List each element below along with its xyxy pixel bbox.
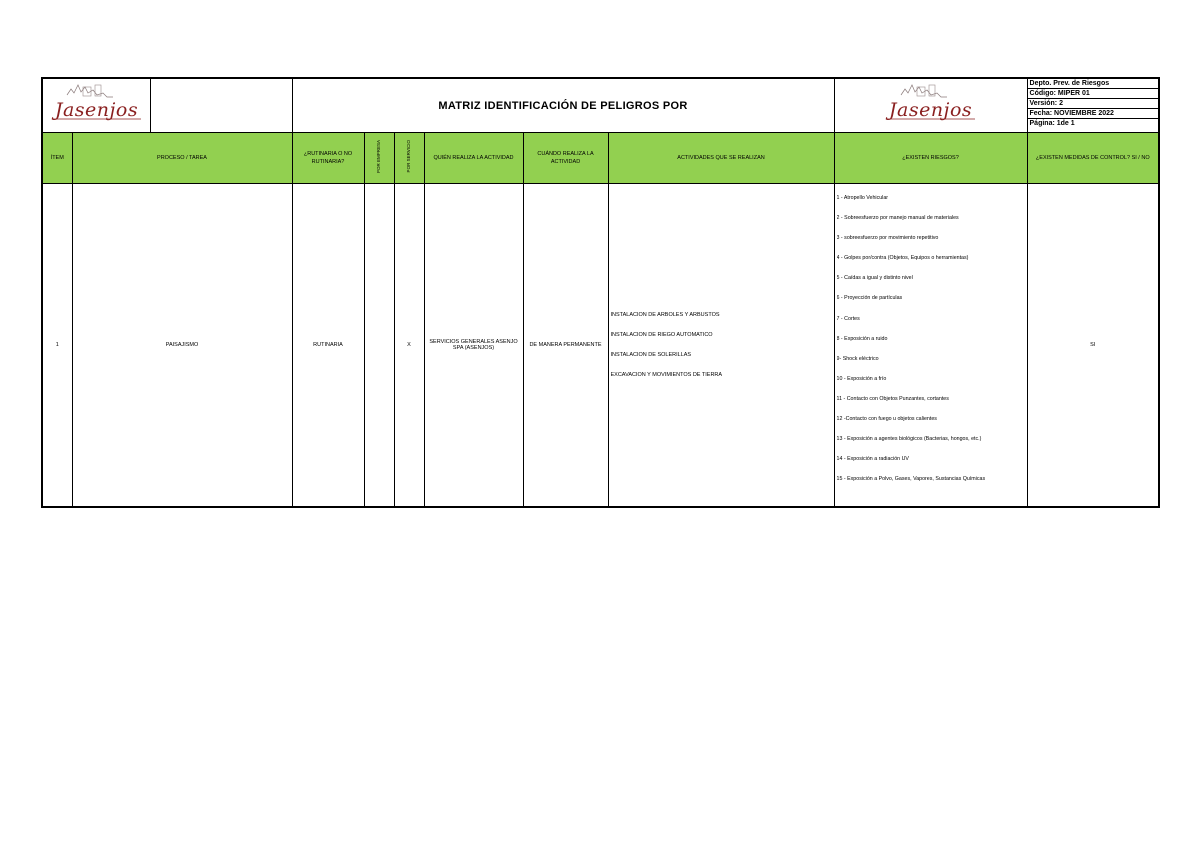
- meta-code: Código: MIPER 01: [1028, 89, 1159, 99]
- col-header-item: ÍTEM: [42, 133, 72, 184]
- col-header-quien: QUIÉN REALIZA LA ACTIVIDAD: [424, 133, 523, 184]
- col-header-cuando: CUÁNDO REALIZA LA ACTIVIDAD: [523, 133, 608, 184]
- meta-date: Fecha: NOVIEMBRE 2022: [1028, 109, 1159, 119]
- header-left-block: [42, 78, 292, 133]
- cell-riesgos: [834, 184, 1027, 508]
- col-header-actividades: ACTIVIDADES QUE SE REALIZAN: [608, 133, 834, 184]
- matrix-table: [41, 77, 1160, 508]
- meta-department: Depto. Prev. de Riesgos: [1028, 79, 1159, 89]
- logo-cell-right: [834, 78, 1027, 133]
- riesgo-item: 14 - Exposición a radiación UV: [836, 456, 909, 463]
- cell-rutinaria: RUTINARIA: [292, 184, 364, 508]
- col-header-proceso: PROCESO / TAREA: [72, 133, 292, 184]
- cell-medidas: SI: [1027, 184, 1159, 508]
- column-header-row: [42, 133, 1159, 184]
- logo-text: Jasenjos: [54, 99, 139, 121]
- por-empresa-label: POR EMPRESA: [376, 139, 381, 173]
- cell-cuando: DE MANERA PERMANENTE: [523, 184, 608, 508]
- cell-proceso: PAISAJISMO: [72, 184, 292, 508]
- riesgo-item: 15 - Exposición a Polvo, Gases, Vapores, Sustancias Químicas: [836, 476, 986, 483]
- col-header-medidas: ¿EXISTEN MEDIDAS DE CONTROL? SI / NO: [1027, 133, 1159, 184]
- riesgo-item: 10 - Exposición a frío: [836, 375, 887, 382]
- cell-por-servicio: X: [394, 184, 424, 508]
- actividad-item: INSTALACION DE ARBOLES Y ARBUSTOS: [610, 312, 720, 318]
- riesgo-item: 9- Shock eléctrico: [836, 355, 879, 362]
- riesgo-item: 12 -Contacto con fuego u objetos calientes: [836, 416, 937, 423]
- col-header-por-empresa: [364, 133, 394, 184]
- company-logo-right: [881, 81, 981, 125]
- riesgo-item: 13 - Exposición a agentes biológicos (Bacterias, hongos, etc.): [836, 436, 982, 443]
- actividad-item: EXCAVACION Y MOVIMIENTOS DE TIERRA: [610, 372, 723, 378]
- cell-item: 1: [42, 184, 72, 508]
- logo-cell-left: [43, 79, 151, 132]
- cell-quien: SERVICIOS GENERALES ASENJO SPA (ASENJOS): [424, 184, 523, 508]
- meta-version: Versión: 2: [1028, 99, 1159, 109]
- document: [41, 77, 1158, 508]
- riesgo-item: 1 - Atropello Vehicular: [836, 195, 889, 201]
- actividad-item: INSTALACION DE RIEGO AUTOMATICO: [610, 332, 713, 338]
- riesgo-item: 3 - sobreesfuerzo por movimiento repetitivo: [836, 235, 939, 242]
- logo-text-right: Jasenjos: [888, 99, 973, 121]
- col-header-riesgos: ¿EXISTEN RIESGOS?: [834, 133, 1027, 184]
- riesgo-item: 6 - Proyección de partículas: [836, 295, 903, 302]
- riesgo-item: 4 - Golpes por/contra (Objetos, Equipos o herramientas): [836, 255, 969, 262]
- document-title: MATRIZ IDENTIFICACIÓN DE PELIGROS POR: [292, 78, 834, 133]
- riesgo-item: 11 - Contacto con Objetos Punzantes, cortantes: [836, 395, 949, 402]
- col-header-por-servicio: [394, 133, 424, 184]
- document-meta: [1027, 78, 1159, 133]
- actividad-item: INSTALACION DE SOLERILLAS: [610, 352, 692, 358]
- riesgo-item: 5 - Caídas a igual y distinto nivel: [836, 275, 913, 282]
- cell-actividades: [608, 184, 834, 508]
- riesgo-item: 8 - Exposición a ruido: [836, 335, 888, 342]
- riesgo-item: 7 - Cortes: [836, 315, 860, 322]
- company-logo: [47, 81, 147, 125]
- riesgo-item: 2 - Sobreesfuerzo por manejo manual de materiales: [836, 215, 959, 222]
- table-row: [42, 184, 1159, 508]
- cell-por-empresa: [364, 184, 394, 508]
- meta-page: Página: 1de 1: [1028, 119, 1159, 129]
- col-header-rutinaria: ¿RUTINARIA O NO RUTINARIA?: [292, 133, 364, 184]
- por-servicio-label: POR SERVICIO: [406, 140, 411, 173]
